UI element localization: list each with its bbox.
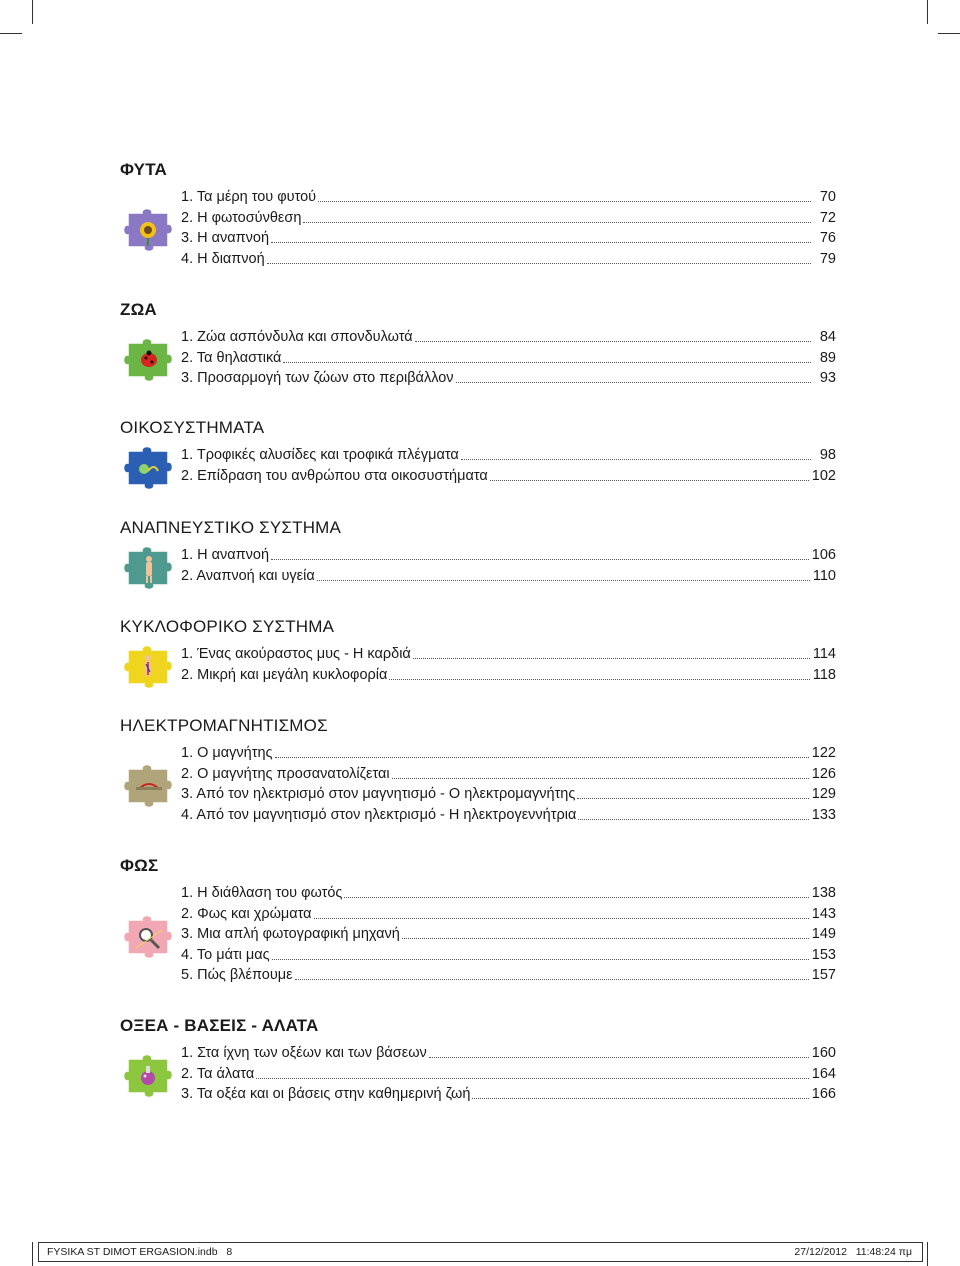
entry-label: 1. Τα μέρη του φυτού: [181, 189, 317, 205]
entry-page-number: 114: [812, 646, 836, 662]
entry-page-number: 84: [819, 329, 836, 345]
entry-page-number: 149: [811, 926, 836, 942]
section-title: ΑΝΑΠΝΕΥΣΤΙΚΟ ΣΥΣΤΗΜΑ: [120, 518, 342, 537]
toc-entry[interactable]: [181, 186, 836, 206]
entry-label: 2. Αναπνοή και υγεία: [181, 568, 315, 584]
dot-leader: [314, 918, 809, 919]
toc-entry[interactable]: [181, 882, 836, 902]
toc-entry[interactable]: [181, 1042, 836, 1062]
dot-leader: [275, 757, 809, 758]
circulatory-icon: [120, 642, 176, 690]
entry-label: 3. Τα οξέα και οι βάσεις στην καθημερινή ζωή: [181, 1086, 471, 1102]
section-title: ΟΞΕΑ - ΒΑΣΕΙΣ - ΑΛΑΤΑ: [120, 1016, 319, 1035]
entry-label: 2. Ο μαγνήτης προσανατολίζεται: [181, 766, 390, 782]
entry-page-number: 129: [811, 786, 836, 802]
entry-page-number: 106: [811, 547, 836, 563]
entry-label: 2. Η φωτοσύνθεση: [181, 210, 302, 226]
crop-mark: [927, 0, 928, 24]
entry-label: 1. Η διάθλαση του φωτός: [181, 885, 343, 901]
entry-label: 2. Τα άλατα: [181, 1066, 255, 1082]
entry-page-number: 89: [819, 350, 836, 366]
toc-entry[interactable]: [181, 367, 836, 387]
ecosystem-icon: [120, 443, 176, 491]
entry-page-number: 102: [811, 468, 836, 484]
entry-label: 2. Μικρή και μεγάλη κυκλοφορία: [181, 667, 388, 683]
dot-leader: [461, 459, 811, 460]
toc-entry[interactable]: [181, 964, 836, 984]
dot-leader: [283, 362, 811, 363]
entry-page-number: 118: [812, 667, 836, 683]
toc-entry[interactable]: [181, 227, 836, 247]
dot-leader: [577, 798, 808, 799]
sunflower-icon: [120, 205, 176, 253]
crop-mark: [32, 0, 33, 24]
slug-timestamp: 27/12/2012 11:48:24 πμ: [794, 1246, 912, 1258]
toc-entry[interactable]: [181, 1083, 836, 1103]
toc-entry[interactable]: [181, 565, 836, 585]
dot-leader: [271, 242, 811, 243]
entry-label: 4. Το μάτι μας: [181, 947, 270, 963]
entry-page-number: 122: [811, 745, 836, 761]
entry-label: 2. Επίδραση του ανθρώπου στα οικοσυστήματα: [181, 468, 488, 484]
entry-page-number: 93: [819, 370, 836, 386]
entry-page-number: 157: [811, 967, 836, 983]
entry-page-number: 164: [811, 1066, 836, 1082]
section-title: ΦΩΣ: [120, 856, 159, 875]
dot-leader: [318, 201, 811, 202]
entry-label: 3. Από τον ηλεκτρισμό στον μαγνητισμό - Ο ηλεκτρομαγνήτης: [181, 786, 576, 802]
toc-entry[interactable]: [181, 326, 836, 346]
entry-label: 2. Φως και χρώματα: [181, 906, 312, 922]
toc-entry[interactable]: [181, 444, 836, 464]
dot-leader: [413, 658, 810, 659]
entry-page-number: 126: [811, 766, 836, 782]
entry-label: 1. Ζώα ασπόνδυλα και σπονδυλωτά: [181, 329, 413, 345]
crop-mark: [938, 33, 960, 34]
dot-leader: [578, 819, 808, 820]
section-title: ΖΩΑ: [120, 300, 157, 319]
entry-label: 1. Τροφικές αλυσίδες και τροφικά πλέγματα: [181, 447, 459, 463]
toc-entry[interactable]: [181, 944, 836, 964]
entry-page-number: 76: [819, 230, 836, 246]
entry-label: 1. Η αναπνοή: [181, 547, 270, 563]
dot-leader: [392, 778, 809, 779]
dot-leader: [415, 341, 811, 342]
toc-entry[interactable]: [181, 544, 836, 564]
dot-leader: [303, 222, 811, 223]
toc-entry[interactable]: [181, 207, 836, 227]
dot-leader: [271, 559, 809, 560]
section-title: ΚΥΚΛΟΦΟΡΙΚΟ ΣΥΣΤΗΜΑ: [120, 617, 335, 636]
entry-page-number: 143: [811, 906, 836, 922]
crop-mark: [32, 1242, 33, 1266]
dot-leader: [267, 263, 811, 264]
entry-page-number: 133: [811, 807, 836, 823]
crop-mark: [927, 1242, 928, 1266]
dot-leader: [472, 1098, 808, 1099]
dot-leader: [490, 480, 809, 481]
entry-label: 5. Πώς βλέπουμε: [181, 967, 293, 983]
entry-label: 1. Ο μαγνήτης: [181, 745, 273, 761]
toc-entry[interactable]: [181, 903, 836, 923]
dot-leader: [344, 897, 808, 898]
magnifier-icon: [120, 912, 176, 960]
toc-entry[interactable]: [181, 1063, 836, 1083]
slug-filename: FYSIKA ST DIMOT ERGASION.indb 8: [47, 1246, 233, 1258]
toc-entry[interactable]: [181, 923, 836, 943]
entry-label: 1. Ένας ακούραστος μυς - Η καρδιά: [181, 646, 411, 662]
toc-entry[interactable]: [181, 664, 836, 684]
toc-entry[interactable]: [181, 804, 836, 824]
dot-leader: [272, 959, 809, 960]
dot-leader: [389, 679, 810, 680]
toc-entry[interactable]: [181, 742, 836, 762]
crop-mark: [0, 33, 22, 34]
dot-leader: [402, 938, 809, 939]
entry-page-number: 110: [812, 568, 836, 584]
entry-page-number: 72: [819, 210, 836, 226]
entry-label: 2. Τα θηλαστικά: [181, 350, 282, 366]
toc-entry[interactable]: [181, 248, 836, 268]
toc-entry[interactable]: [181, 347, 836, 367]
entry-page-number: 160: [811, 1045, 836, 1061]
entry-page-number: 153: [811, 947, 836, 963]
entry-label: 1. Στα ίχνη των οξέων και των βάσεων: [181, 1045, 427, 1061]
dot-leader: [295, 979, 809, 980]
entry-page-number: 98: [819, 447, 836, 463]
toc-entry[interactable]: [181, 465, 836, 485]
ladybug-icon: [120, 335, 176, 383]
dot-leader: [317, 580, 810, 581]
section-title: ΗΛΕΚΤΡΟΜΑΓΝΗΤΙΣΜΟΣ: [120, 716, 328, 735]
entry-page-number: 138: [811, 885, 836, 901]
toc-entry[interactable]: [181, 643, 836, 663]
entry-label: 3. Η αναπνοή: [181, 230, 270, 246]
human-body-icon: [120, 543, 176, 591]
entry-label: 4. Η διαπνοή: [181, 251, 265, 267]
print-slug: [38, 1242, 923, 1262]
section-title: ΟΙΚΟΣΥΣΤΗΜΑΤΑ: [120, 418, 265, 437]
entry-label: 4. Από τον μαγνητισμό στον ηλεκτρισμό - Η ηλεκτρογεννήτρια: [181, 807, 577, 823]
toc-entry[interactable]: [181, 783, 836, 803]
entry-page-number: 70: [819, 189, 836, 205]
entry-page-number: 79: [819, 251, 836, 267]
flask-icon: [120, 1051, 176, 1099]
toc-entry[interactable]: [181, 763, 836, 783]
entry-page-number: 166: [811, 1086, 836, 1102]
dot-leader: [256, 1078, 809, 1079]
entry-label: 3. Μια απλή φωτογραφική μηχανή: [181, 926, 400, 942]
dot-leader: [456, 382, 811, 383]
magnet-icon: [120, 761, 176, 809]
entry-label: 3. Προσαρμογή των ζώων στο περιβάλλον: [181, 370, 454, 386]
section-title: ΦΥΤΑ: [120, 160, 168, 179]
dot-leader: [429, 1057, 809, 1058]
